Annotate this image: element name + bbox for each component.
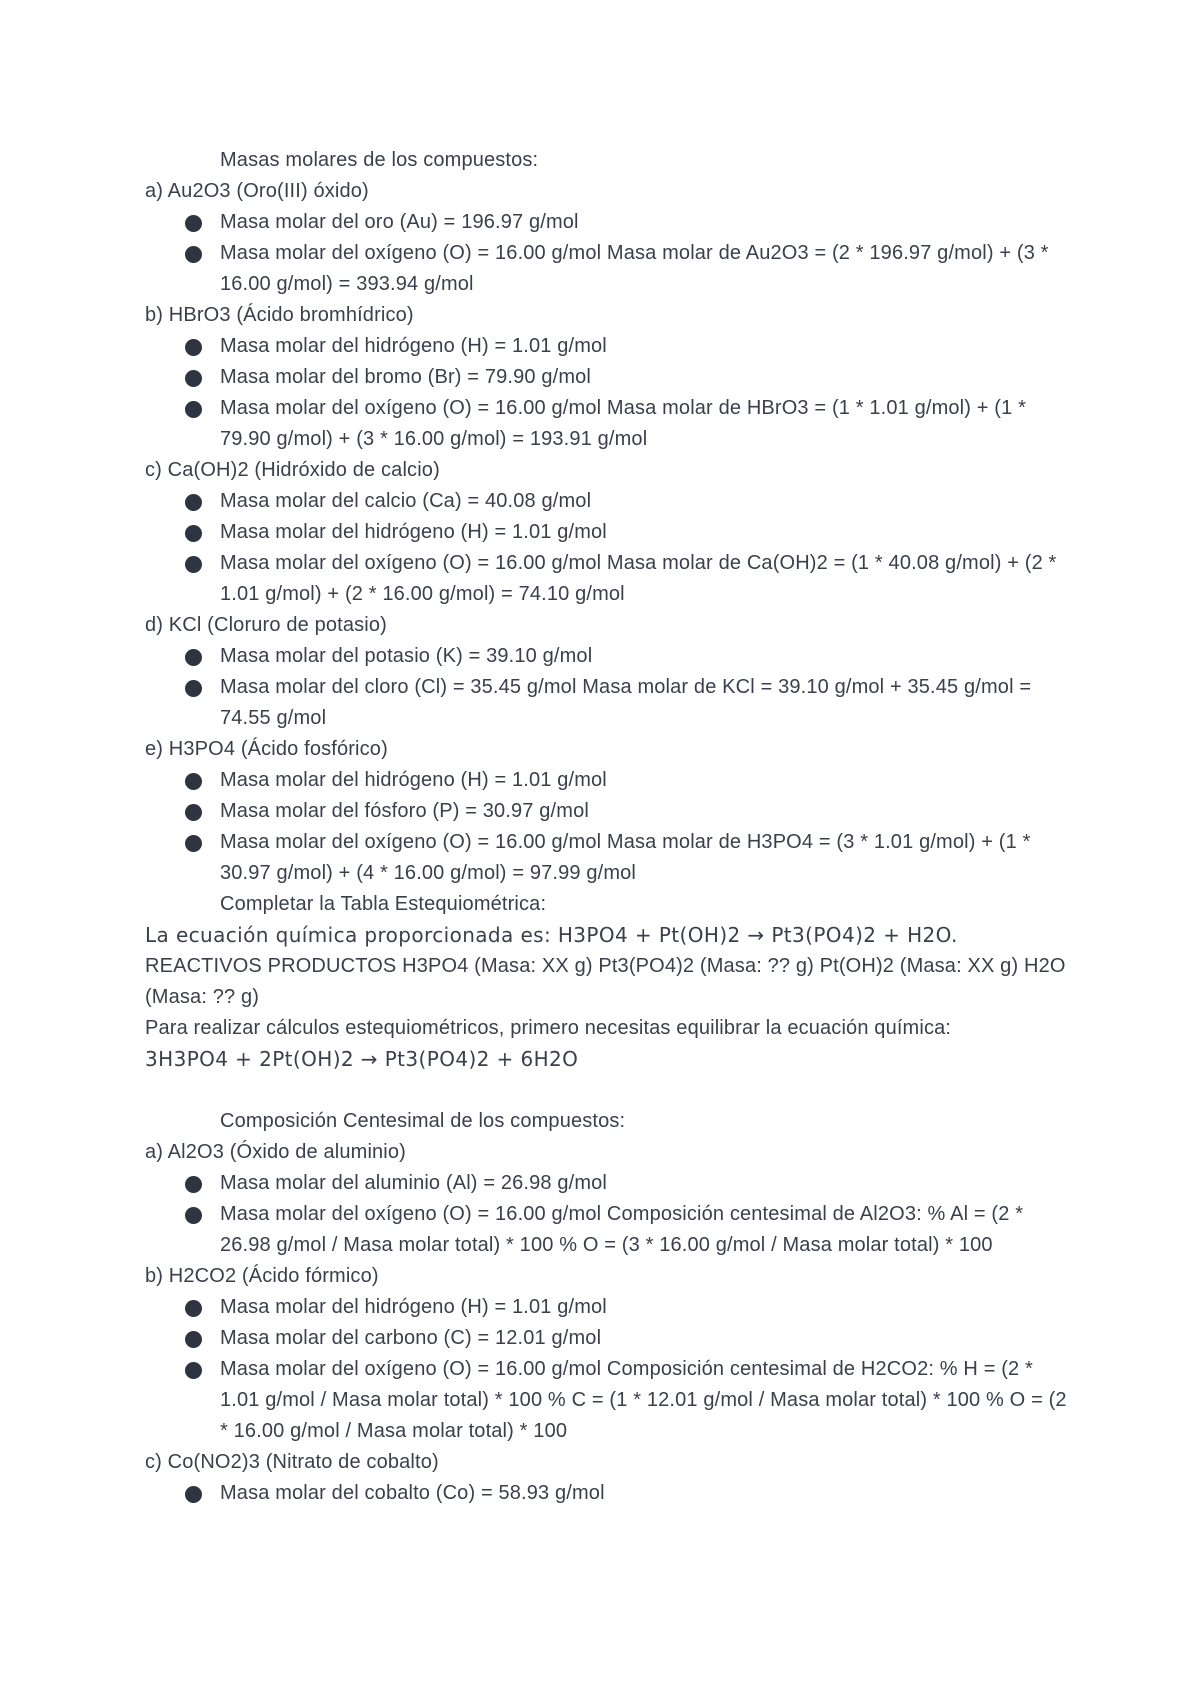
bullet-icon — [185, 1176, 202, 1193]
list-item-text: Masa molar del bromo (Br) = 79.90 g/mol — [220, 366, 591, 388]
document-page — [145, 145, 1075, 1509]
list-item — [145, 796, 1075, 827]
list-item-text: Masa molar del cobalto (Co) = 58.93 g/mol — [220, 1482, 605, 1504]
compound-title: c) Ca(OH)2 (Hidróxido de calcio) — [145, 459, 440, 481]
list-item-text: Masa molar del hidrógeno (H) = 1.01 g/mol — [220, 769, 607, 791]
list-item — [145, 207, 1075, 238]
list-item-text: Masa molar del oxígeno (O) = 16.00 g/mol Masa molar de Ca(OH)2 = (1 * 40.08 g/mol) + (2 * 1.01 g/mol) + (2 * 16.00 g/mol) = 74.10 g/mol — [220, 552, 1057, 605]
bullet-list — [145, 765, 1075, 889]
bullet-icon — [185, 1362, 202, 1379]
bullet-list — [145, 207, 1075, 300]
bullet-icon — [185, 1207, 202, 1224]
bullet-icon — [185, 773, 202, 790]
compound-list — [145, 1137, 1075, 1509]
compound-title: a) Au2O3 (Oro(III) óxido) — [145, 180, 369, 202]
section-molar-masses — [145, 145, 1075, 889]
list-item — [145, 1354, 1075, 1447]
bullet-icon — [185, 494, 202, 511]
bullet-icon — [185, 401, 202, 418]
list-item-text: Masa molar del oxígeno (O) = 16.00 g/mol Masa molar de Au2O3 = (2 * 196.97 g/mol) + (3 * 16.00 g/mol) = 393.94 g/mol — [220, 242, 1049, 295]
compound-title: e) H3PO4 (Ácido fosfórico) — [145, 738, 388, 760]
spacer — [145, 1075, 1075, 1106]
list-item-text: Masa molar del cloro (Cl) = 35.45 g/mol Masa molar de KCl = 39.10 g/mol + 35.45 g/mol = 74.55 g/mol — [220, 676, 1032, 729]
compound-title: c) Co(NO2)3 (Nitrato de cobalto) — [145, 1451, 439, 1473]
bullet-list — [145, 641, 1075, 734]
list-item — [145, 362, 1075, 393]
list-item — [145, 827, 1075, 889]
list-item — [145, 672, 1075, 734]
compound-title: b) HBrO3 (Ácido bromhídrico) — [145, 304, 414, 326]
bullet-icon — [185, 370, 202, 387]
list-item-text: Masa molar del oxígeno (O) = 16.00 g/mol Composición centesimal de H2CO2: % H = (2 * 1.01 g/mol / Masa molar total) * 100 % C = (1 * 12.01 g/mol / Masa molar total) * 100 % O = (2 * 16.00 g/mol / Masa molar total) * 100 — [220, 1358, 1067, 1442]
section-heading: Composición Centesimal de los compuestos: — [220, 1110, 626, 1132]
list-item — [145, 765, 1075, 796]
list-item — [145, 1292, 1075, 1323]
list-item — [145, 1199, 1075, 1261]
compound-list — [145, 176, 1075, 889]
bullet-icon — [185, 339, 202, 356]
list-item — [145, 548, 1075, 610]
section-composition — [145, 1106, 1075, 1509]
list-item — [145, 1478, 1075, 1509]
bullet-icon — [185, 525, 202, 542]
compound-title: b) H2CO2 (Ácido fórmico) — [145, 1265, 379, 1287]
section-heading: Completar la Tabla Estequiométrica: — [220, 893, 547, 915]
bullet-list — [145, 486, 1075, 610]
compound-title: d) KCl (Cloruro de potasio) — [145, 614, 387, 636]
bullet-list — [145, 1478, 1075, 1509]
list-item — [145, 486, 1075, 517]
list-item-text: Masa molar del hidrógeno (H) = 1.01 g/mol — [220, 1296, 607, 1318]
list-item-text: Masa molar del potasio (K) = 39.10 g/mol — [220, 645, 593, 667]
bullet-icon — [185, 556, 202, 573]
equation-line: La ecuación química proporcionada es: H3PO4 + Pt(OH)2 → Pt3(PO4)2 + H2O. — [145, 923, 958, 947]
bullet-icon — [185, 1331, 202, 1348]
list-item-text: Masa molar del carbono (C) = 12.01 g/mol — [220, 1327, 602, 1349]
balanced-equation: 3H3PO4 + 2Pt(OH)2 → Pt3(PO4)2 + 6H2O — [145, 1047, 579, 1071]
section-stoichiometry — [145, 889, 1075, 1075]
bullet-icon — [185, 1300, 202, 1317]
list-item-text: Masa molar del oro (Au) = 196.97 g/mol — [220, 211, 579, 233]
list-item-text: Masa molar del hidrógeno (H) = 1.01 g/mol — [220, 335, 607, 357]
list-item-text: Masa molar del hidrógeno (H) = 1.01 g/mol — [220, 521, 607, 543]
list-item — [145, 1323, 1075, 1354]
list-item-text: Masa molar del fósforo (P) = 30.97 g/mol — [220, 800, 589, 822]
table-text: REACTIVOS PRODUCTOS H3PO4 (Masa: XX g) Pt3(PO4)2 (Masa: ?? g) Pt(OH)2 (Masa: XX g) H2O (Masa: ?? g) — [145, 955, 1066, 1008]
list-item — [145, 517, 1075, 548]
bullet-icon — [185, 1486, 202, 1503]
bullet-icon — [185, 649, 202, 666]
bullet-list — [145, 331, 1075, 455]
list-item-text: Masa molar del oxígeno (O) = 16.00 g/mol Composición centesimal de Al2O3: % Al = (2 * 26.98 g/mol / Masa molar total) * 100 % O = (3 * 16.00 g/mol / Masa molar total) * 100 — [220, 1203, 1024, 1256]
compound-title: a) Al2O3 (Óxido de aluminio) — [145, 1141, 406, 1163]
balance-intro: Para realizar cálculos estequiométricos, primero necesitas equilibrar la ecuación química: — [145, 1017, 952, 1039]
bullet-icon — [185, 804, 202, 821]
list-item-text: Masa molar del oxígeno (O) = 16.00 g/mol Masa molar de H3PO4 = (3 * 1.01 g/mol) + (1 * 30.97 g/mol) + (4 * 16.00 g/mol) = 97.99 g/mol — [220, 831, 1031, 884]
bullet-icon — [185, 215, 202, 232]
list-item-text: Masa molar del calcio (Ca) = 40.08 g/mol — [220, 490, 592, 512]
list-item — [145, 331, 1075, 362]
bullet-list — [145, 1168, 1075, 1261]
bullet-icon — [185, 246, 202, 263]
bullet-icon — [185, 835, 202, 852]
list-item — [145, 393, 1075, 455]
bullet-icon — [185, 680, 202, 697]
list-item — [145, 641, 1075, 672]
list-item — [145, 238, 1075, 300]
list-item-text: Masa molar del oxígeno (O) = 16.00 g/mol Masa molar de HBrO3 = (1 * 1.01 g/mol) + (1 * 79.90 g/mol) + (3 * 16.00 g/mol) = 193.91 g/mol — [220, 397, 1027, 450]
list-item — [145, 1168, 1075, 1199]
list-item-text: Masa molar del aluminio (Al) = 26.98 g/mol — [220, 1172, 608, 1194]
bullet-list — [145, 1292, 1075, 1447]
section-heading: Masas molares de los compuestos: — [220, 149, 539, 171]
